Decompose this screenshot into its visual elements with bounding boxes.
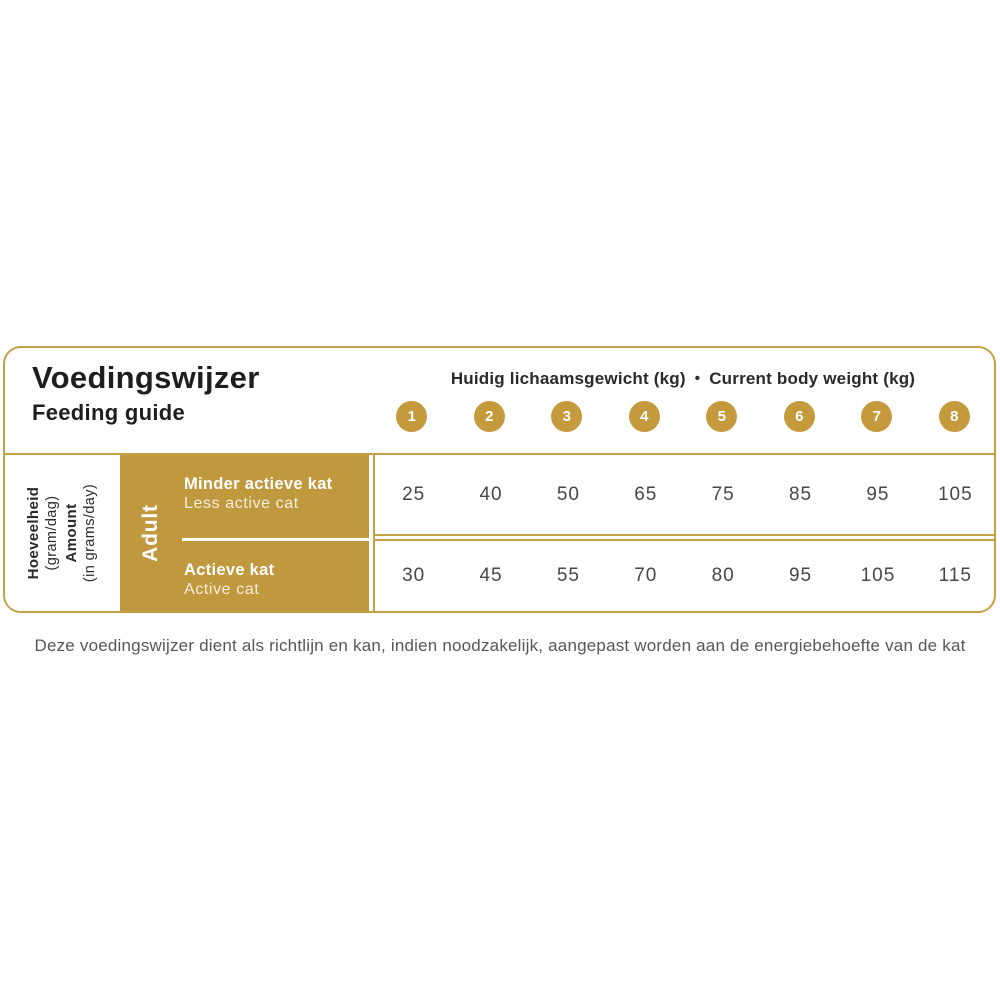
value-cell: 45 — [479, 565, 503, 586]
values-region — [373, 455, 994, 611]
life-stage-label: Adult — [139, 504, 162, 562]
row-label-en: Active cat — [184, 581, 260, 598]
value-cell: 55 — [556, 565, 580, 586]
amount-axis-nl: Hoeveelheid — [25, 486, 43, 580]
value-cell: 95 — [788, 565, 813, 586]
life-stage-column — [120, 455, 182, 611]
page-subtitle: Feeding guide — [32, 400, 186, 426]
weight-circle-5: 5 — [706, 401, 737, 432]
card-header — [5, 348, 994, 453]
weight-circle-8: 8 — [939, 401, 970, 432]
feeding-table — [5, 453, 994, 611]
amount-axis-label — [24, 484, 100, 582]
value-cell: 75 — [711, 483, 735, 505]
value-cell: 30 — [402, 565, 426, 586]
value-cell: 80 — [711, 565, 735, 586]
value-cell: 25 — [402, 483, 426, 505]
amount-axis-en: Amount — [63, 503, 81, 563]
value-cell: 85 — [788, 483, 813, 505]
value-cell: 95 — [866, 483, 890, 505]
page-title: Voedingswijzer — [32, 360, 260, 395]
row-label-en: Less active cat — [184, 495, 299, 512]
value-cell: 105 — [860, 565, 896, 586]
body-weight-header-block — [373, 348, 993, 453]
body-weight-heading-en: Current body weight (kg) — [709, 369, 916, 388]
body-weight-heading — [373, 369, 993, 389]
value-cell: 70 — [634, 565, 658, 586]
feeding-guide-card — [3, 346, 996, 613]
amount-axis-en-unit: (in grams/day) — [82, 483, 99, 583]
row-label-active — [182, 541, 369, 611]
row-label-nl: Actieve kat — [184, 561, 275, 579]
bullet-separator: • — [694, 370, 701, 387]
footnote-text: Deze voedingswijzer dient als richtlijn en kan, indien noodzakelijk, aangepast worden aan de energiebehoefte van de kat — [34, 636, 966, 655]
values-row-less-active — [375, 455, 994, 536]
title-block — [32, 361, 260, 426]
values-row-active — [375, 539, 994, 611]
amount-axis-cell — [5, 455, 120, 611]
value-cell: 40 — [479, 483, 503, 505]
weight-circle-7: 7 — [861, 401, 892, 432]
row-label-less-active — [182, 455, 369, 538]
body-weight-heading-nl: Huidig lichaamsgewicht (kg) — [450, 369, 686, 388]
weight-circle-4: 4 — [629, 401, 660, 432]
weight-circle-1: 1 — [396, 401, 427, 432]
weight-circles-row — [373, 401, 993, 432]
life-stage-group — [120, 455, 369, 611]
value-cell: 115 — [938, 565, 972, 586]
weight-circle-6: 6 — [784, 401, 815, 432]
value-cell: 65 — [634, 483, 658, 505]
value-cell: 50 — [556, 483, 580, 505]
row-label-nl: Minder actieve kat — [184, 475, 333, 493]
weight-circle-2: 2 — [474, 401, 505, 432]
value-cell: 105 — [937, 483, 973, 505]
weight-circle-3: 3 — [551, 401, 582, 432]
amount-axis-nl-unit: (gram/dag) — [44, 495, 61, 571]
row-labels-column — [182, 455, 369, 611]
